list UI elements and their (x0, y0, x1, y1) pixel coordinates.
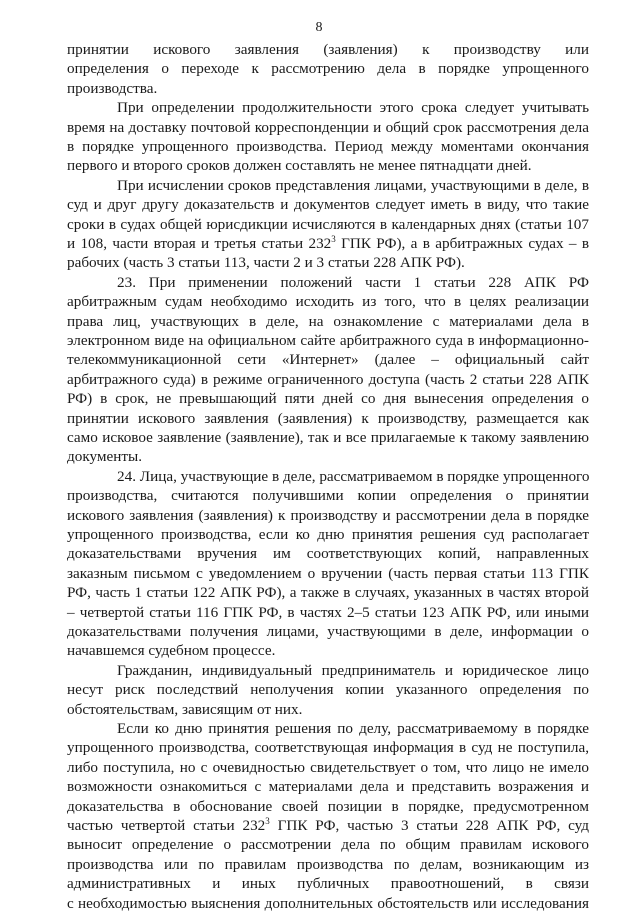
text-line-content: начавшемся судебном процессе. (67, 642, 276, 660)
text-line-content: время на доставку почтовой корреспонденции и общий срок рассмотрения дела (67, 118, 589, 136)
text-line (67, 758, 589, 778)
text-line (67, 59, 589, 79)
text-line-content: РФ, часть 1 статьи 122 АПК РФ), а также в случаях, указанных в частях второй (67, 584, 589, 602)
text-line (117, 98, 589, 118)
text-line-content: документы. (67, 448, 142, 466)
text-line-content: При исчислении сроков представления лицами, участвующими в деле, в (117, 176, 589, 194)
text-line-content: Гражданин, индивидуальный предприниматель и юридическое лицо (117, 661, 589, 679)
text-line-content: само исковое заявление (заявление), так и все прилагаемые к такому заявлению (67, 429, 589, 446)
text-line-content: доказательствами вручения им соответствующих копий, направленных (67, 545, 589, 563)
text-line-content: права лиц, участвующих в деле, на ознакомление с материалами дела в (67, 312, 589, 330)
text-line-content: искового заявления (заявления) к производству и рассмотрении дела в порядке (67, 506, 589, 524)
text-line (67, 331, 589, 351)
text-line (67, 253, 589, 273)
text-line-content: обстоятельствам, зависящим от них. (67, 700, 303, 718)
text-line (67, 447, 589, 467)
text-line (67, 603, 589, 623)
text-line-content: принятии искового заявления (заявления) к производству или (67, 41, 589, 58)
text-line (117, 661, 589, 681)
text-line-continuation: ГПК РФ), а в арбитражных судах – в (335, 235, 589, 252)
text-line-content: Если ко дню принятия решения по делу, рассматриваемому в порядке (117, 720, 589, 737)
text-line-content: сроки в судах общей юрисдикции исчисляются в календарных днях (статьи 107 (67, 215, 589, 233)
text-line-content: суд и друг другу доказательств и документов следует иметь в виду, что такие (67, 196, 589, 214)
text-line (67, 506, 589, 526)
text-line (67, 389, 589, 409)
text-line (67, 312, 589, 332)
text-line (67, 40, 589, 60)
text-line (67, 234, 589, 254)
text-line-content: принятии искового заявления (заявления) к производству, размещается как (67, 409, 589, 427)
text-line (67, 486, 589, 506)
text-line (67, 544, 589, 564)
text-line (67, 350, 589, 370)
superscript: 3 (265, 816, 270, 826)
text-line-content: упрощенного производства, если ко дню принятия решения суд располагает (67, 526, 589, 543)
text-line (67, 370, 589, 390)
text-line (67, 622, 589, 642)
page-number: 8 (315, 20, 323, 35)
text-line-content: доказательствами получения лицами, участвующими в деле, информации о (67, 623, 589, 640)
superscript: 3 (331, 234, 336, 244)
text-line-content: в порядке упрощенного производства. Период между моментами окончания (67, 138, 589, 155)
text-line-content: телекоммуникационной сети «Интернет» (далее – официальный сайт (67, 351, 589, 369)
text-line-content: – четвертой статьи 116 ГПК РФ, в частях 2–5 статьи 123 АПК РФ, или иными (67, 603, 589, 621)
text-line (67, 641, 589, 661)
text-line-content: При определении продолжительности этого срока следует учитывать (117, 99, 589, 117)
text-line (67, 409, 589, 429)
text-line-content: выносит определение о рассмотрении дела по общим правилам искового (67, 836, 589, 854)
text-line (67, 195, 589, 215)
text-line (67, 215, 589, 235)
text-line (117, 467, 589, 487)
text-line-content: либо поступила, но с очевидностью свидетельствует о том, что лицо не имело (67, 758, 589, 776)
text-line (67, 816, 589, 836)
text-line-content: возможности ознакомиться с материалами дела и представить возражения и (67, 778, 589, 796)
text-line-content: 23. При применении положений части 1 статьи 228 АПК РФ (117, 273, 589, 291)
text-line-content: частью четвертой статьи 232 (67, 817, 266, 834)
text-line (67, 680, 589, 700)
text-line-content: первого и второго сроков должен составлять не менее пятнадцати дней. (67, 157, 532, 175)
text-line (67, 874, 589, 894)
text-line (67, 835, 589, 855)
text-line (67, 118, 589, 138)
text-line (117, 719, 589, 739)
text-line-content: производства, считаются получившими копии определения о принятии (67, 487, 589, 505)
text-line (67, 583, 589, 603)
text-line (117, 273, 589, 293)
text-line (67, 79, 589, 99)
text-line-content: заказным письмом с уведомлением о вручении (часть первая статьи 113 ГПК (67, 564, 589, 582)
text-line (67, 525, 589, 545)
text-line-content: и 108, части вторая и третья статьи 232 (67, 235, 332, 252)
text-line (67, 777, 589, 797)
text-line (67, 137, 589, 157)
text-line-content: производства. (67, 79, 158, 97)
text-line (67, 428, 589, 448)
text-line (67, 292, 589, 312)
text-line (67, 700, 589, 720)
text-line-content: несут риск последствий неполучения копии указанного определения по (67, 681, 589, 699)
text-line-content: с необходимостью выяснения дополнительных обстоятельств или исследования (67, 894, 589, 912)
text-line-content: рабочих (часть 3 статьи 113, части 2 и 3 статьи 228 АПК РФ). (67, 254, 465, 272)
text-line (117, 176, 589, 196)
text-line (67, 738, 589, 758)
text-line (67, 855, 589, 875)
text-line-content: доказательства в обоснование своей позиции в порядке, предусмотренном (67, 797, 589, 815)
text-line-content: электронном виде на официальном сайте арбитражного суда в информационно- (67, 332, 589, 349)
text-line-content: производства или по правилам производства по делам, возникающим из (67, 855, 589, 873)
text-line-continuation: ГПК РФ, частью 3 статьи 228 АПК РФ, суд (269, 817, 589, 834)
text-line-content: арбитражного суда) в режиме ограниченного доступа (часть 2 статьи 228 АПК (67, 370, 589, 388)
text-line (67, 564, 589, 584)
text-line (67, 894, 589, 914)
text-line-content: арбитражным судам необходимо исходить из того, что в целях реализации (67, 293, 589, 311)
text-line-content: 24. Лица, участвующие в деле, рассматриваемом в порядке упрощенного (117, 467, 590, 485)
text-line-content: РФ) в срок, не превышающий пяти дней со дня вынесения определения о (67, 390, 589, 408)
text-line-content: административных и иных публичных правоотношений, в связи (67, 875, 589, 893)
text-line (67, 797, 589, 817)
text-line-content: определения о переходе к рассмотрению дела в порядке упрощенного (67, 60, 589, 78)
text-line-content: упрощенного производства, соответствующая информация в суд не поступила, (67, 739, 589, 757)
text-line (67, 156, 589, 176)
